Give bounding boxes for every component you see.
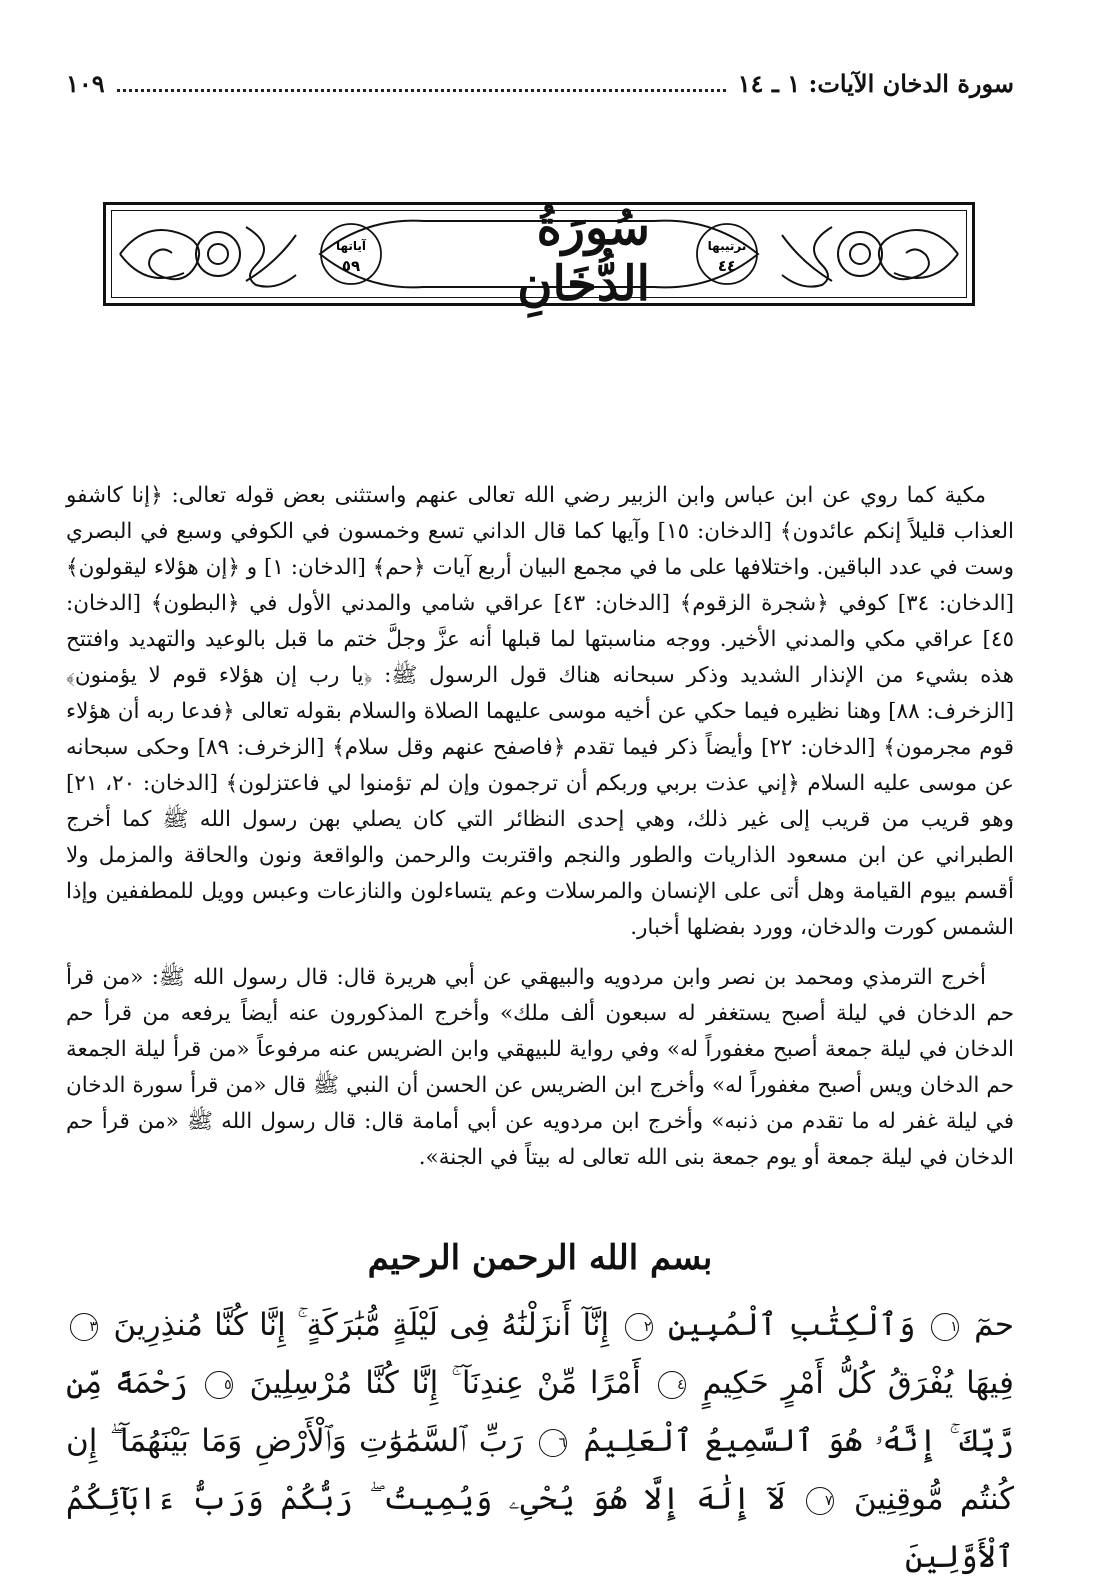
virtues-paragraph: أخرج الترمذي ومحمد بن نصر وابن مردويه والبيهقي عن أبي هريرة قال: قال رسول الله ﷺ: «من قرأ حم الدخان في ليلة أصبح يستغفر له سبعون ألف ملك» وأخرج المذكورون عنه أيضاً يرفعه من قرأ حم الدخان في ليلة جمعة أصبح مغفوراً له» وفي رواية للبيهقي وابن الضريس عنه مرفوعاً «من قرأ ليلة الجمعة حم الدخان ويس أصبح مغفوراً له» وأخرج ابن الضريس عن الحسن أن النبي ﷺ قال «من قرأ سورة الدخان في ليلة غفر له ما تقدم من ذنبه» وأخرج ابن مردويه عن أبي أمامة قال: قال رسول الله ﷺ «من قرأ حم الدخان في ليلة جمعة أو يوم جمعة بنى الله تعالى له بيتاً في الجنة». [66, 965, 1014, 1170]
page-number: ١٠٩ [66, 68, 105, 98]
verse-number-marker: ٤ [658, 1371, 686, 1399]
order-number: ٤٤ [717, 257, 737, 275]
surah-name: سُورَةُ الدُّخَانِ [517, 200, 650, 312]
verse-text: وَٱلْكِتَٰبِ ٱلْمُبِينِ [656, 1307, 916, 1343]
verses-count: ٥٩ [341, 257, 361, 275]
verse-text: رَبِّ ٱلسَّمَٰوَٰتِ وَٱلْأَرْضِ وَمَا بَيْنَهُمَآ ۖ إِن كُنتُم مُّوقِنِينَ [66, 1423, 1014, 1517]
verse-number-marker: ١ [931, 1313, 959, 1341]
header-title: سورة الدخان الآيات: ١ ـ ١٤ [737, 68, 1014, 98]
verse-text: لَآ إِلَٰهَ إِلَّا هُوَ يُحْىِۦ وَيُمِيتُ ۖ رَبُّكُمْ وَرَبُّ ءَابَآئِكُمُ ٱلْأَوَّلِينَ [66, 1481, 1014, 1575]
verse-number-marker: ٢ [625, 1313, 653, 1341]
surah-title-banner [103, 200, 975, 312]
intro-paragraph: مكية كما روي عن ابن عباس وابن الزبير رضي الله تعالى عنهم واستثنى بعض قوله تعالى: ﴿إنا كاشفو العذاب قليلاً إنكم عائدون﴾ [الدخان: ١٥] وآيها كما قال الداني تسع وخمسون في الكوفي وسبع في البصري وست في عدد الباقين. واختلافها على ما في مجمع البيان أربع آيات ﴿حم﴾ [الدخان: ١] و ﴿إن هؤلاء ليقولون﴾ [الدخان: ٣٤] كوفي ﴿شجرة الزقوم﴾ [الدخان: ٤٣] عراقي شامي والمدني الأول في ﴿البطون﴾ [الدخان: ٤٥] عراقي مكي والمدني الأخير. ووجه مناسبتها لما قبلها أنه عزَّ وجلَّ ختم ما قبل بالوعيد والتهديد وافتتح هذه بشيء من الإنذار الشديد وذكر سبحانه هناك قول الرسول ﷺ: ﴿يا رب إن هؤلاء قوم لا يؤمنون﴾ [الزخرف: ٨٨] وهنا نظيره فيما حكي عن أخيه موسى عليهما الصلاة والسلام بقوله تعالى ﴿فدعا ربه أن هؤلاء قوم مجرمون﴾ [الدخان: ٢٢] وأيضاً ذكر فيما تقدم ﴿فاصفح عنهم وقل سلام﴾ [الزخرف: ٨٩] وحكى سبحانه عن موسى عليه السلام ﴿إني عذت بربي وربكم أن ترجمون وإن لم تؤمنوا لي فاعتزلون﴾ [الدخان: ٢٠، ٢١] وهو قريب من قريب إلى غير ذلك، وهي إحدى النظائر التي كان يصلي بهن رسول الله ﷺ كما أخرج الطبراني عن ابن مسعود الذاريات والطور والنجم واقتربت والرحمن والواقعة ونون والحاقة والمزمل ولا أقسم بيوم القيامة وهل أتى على الإنسان والمرسلات وعم يتساءلون والنازعات وعبس وويل للمطففين وإذا الشمس كورت والدخان، وورد بفضلها أخبار. [66, 483, 1015, 940]
verse-number-marker: ٦ [539, 1429, 567, 1457]
verse-text: أَمْرًا مِّنْ عِندِنَآ ۚ إِنَّا كُنَّا مُرْسِلِينَ [236, 1365, 641, 1401]
running-header [66, 66, 1014, 100]
verse-text: إِنَّآ أَنزَلْنَٰهُ فِى لَيْلَةٍ مُّبَٰرَكَةٍ ۚ إِنَّا كُنَّا مُنذِرِينَ [102, 1307, 610, 1343]
verses-label: آياتها [335, 239, 367, 253]
quran-verses [66, 1296, 1014, 1586]
basmala: بسم الله الرحمن الرحيم [367, 1238, 713, 1278]
verse-text: رَحْمَةً مِّن رَّبِّكَ ۚ إِنَّهُۥ هُوَ ٱلسَّمِيعُ ٱلْعَلِيمُ [66, 1365, 1015, 1459]
verse-number-marker: ٣ [70, 1313, 98, 1341]
verse-number-marker: ٥ [205, 1371, 233, 1399]
verse-text: فِيهَا يُفْرَقُ كُلُّ أَمْرٍ حَكِيمٍ [689, 1365, 1014, 1401]
commentary-text [66, 478, 1014, 1176]
verse-number-marker: ٧ [806, 1487, 834, 1515]
verse-text: حمٓ [962, 1307, 1014, 1343]
order-label: ترتيبها [707, 239, 747, 253]
header-leader-dots [117, 75, 726, 92]
